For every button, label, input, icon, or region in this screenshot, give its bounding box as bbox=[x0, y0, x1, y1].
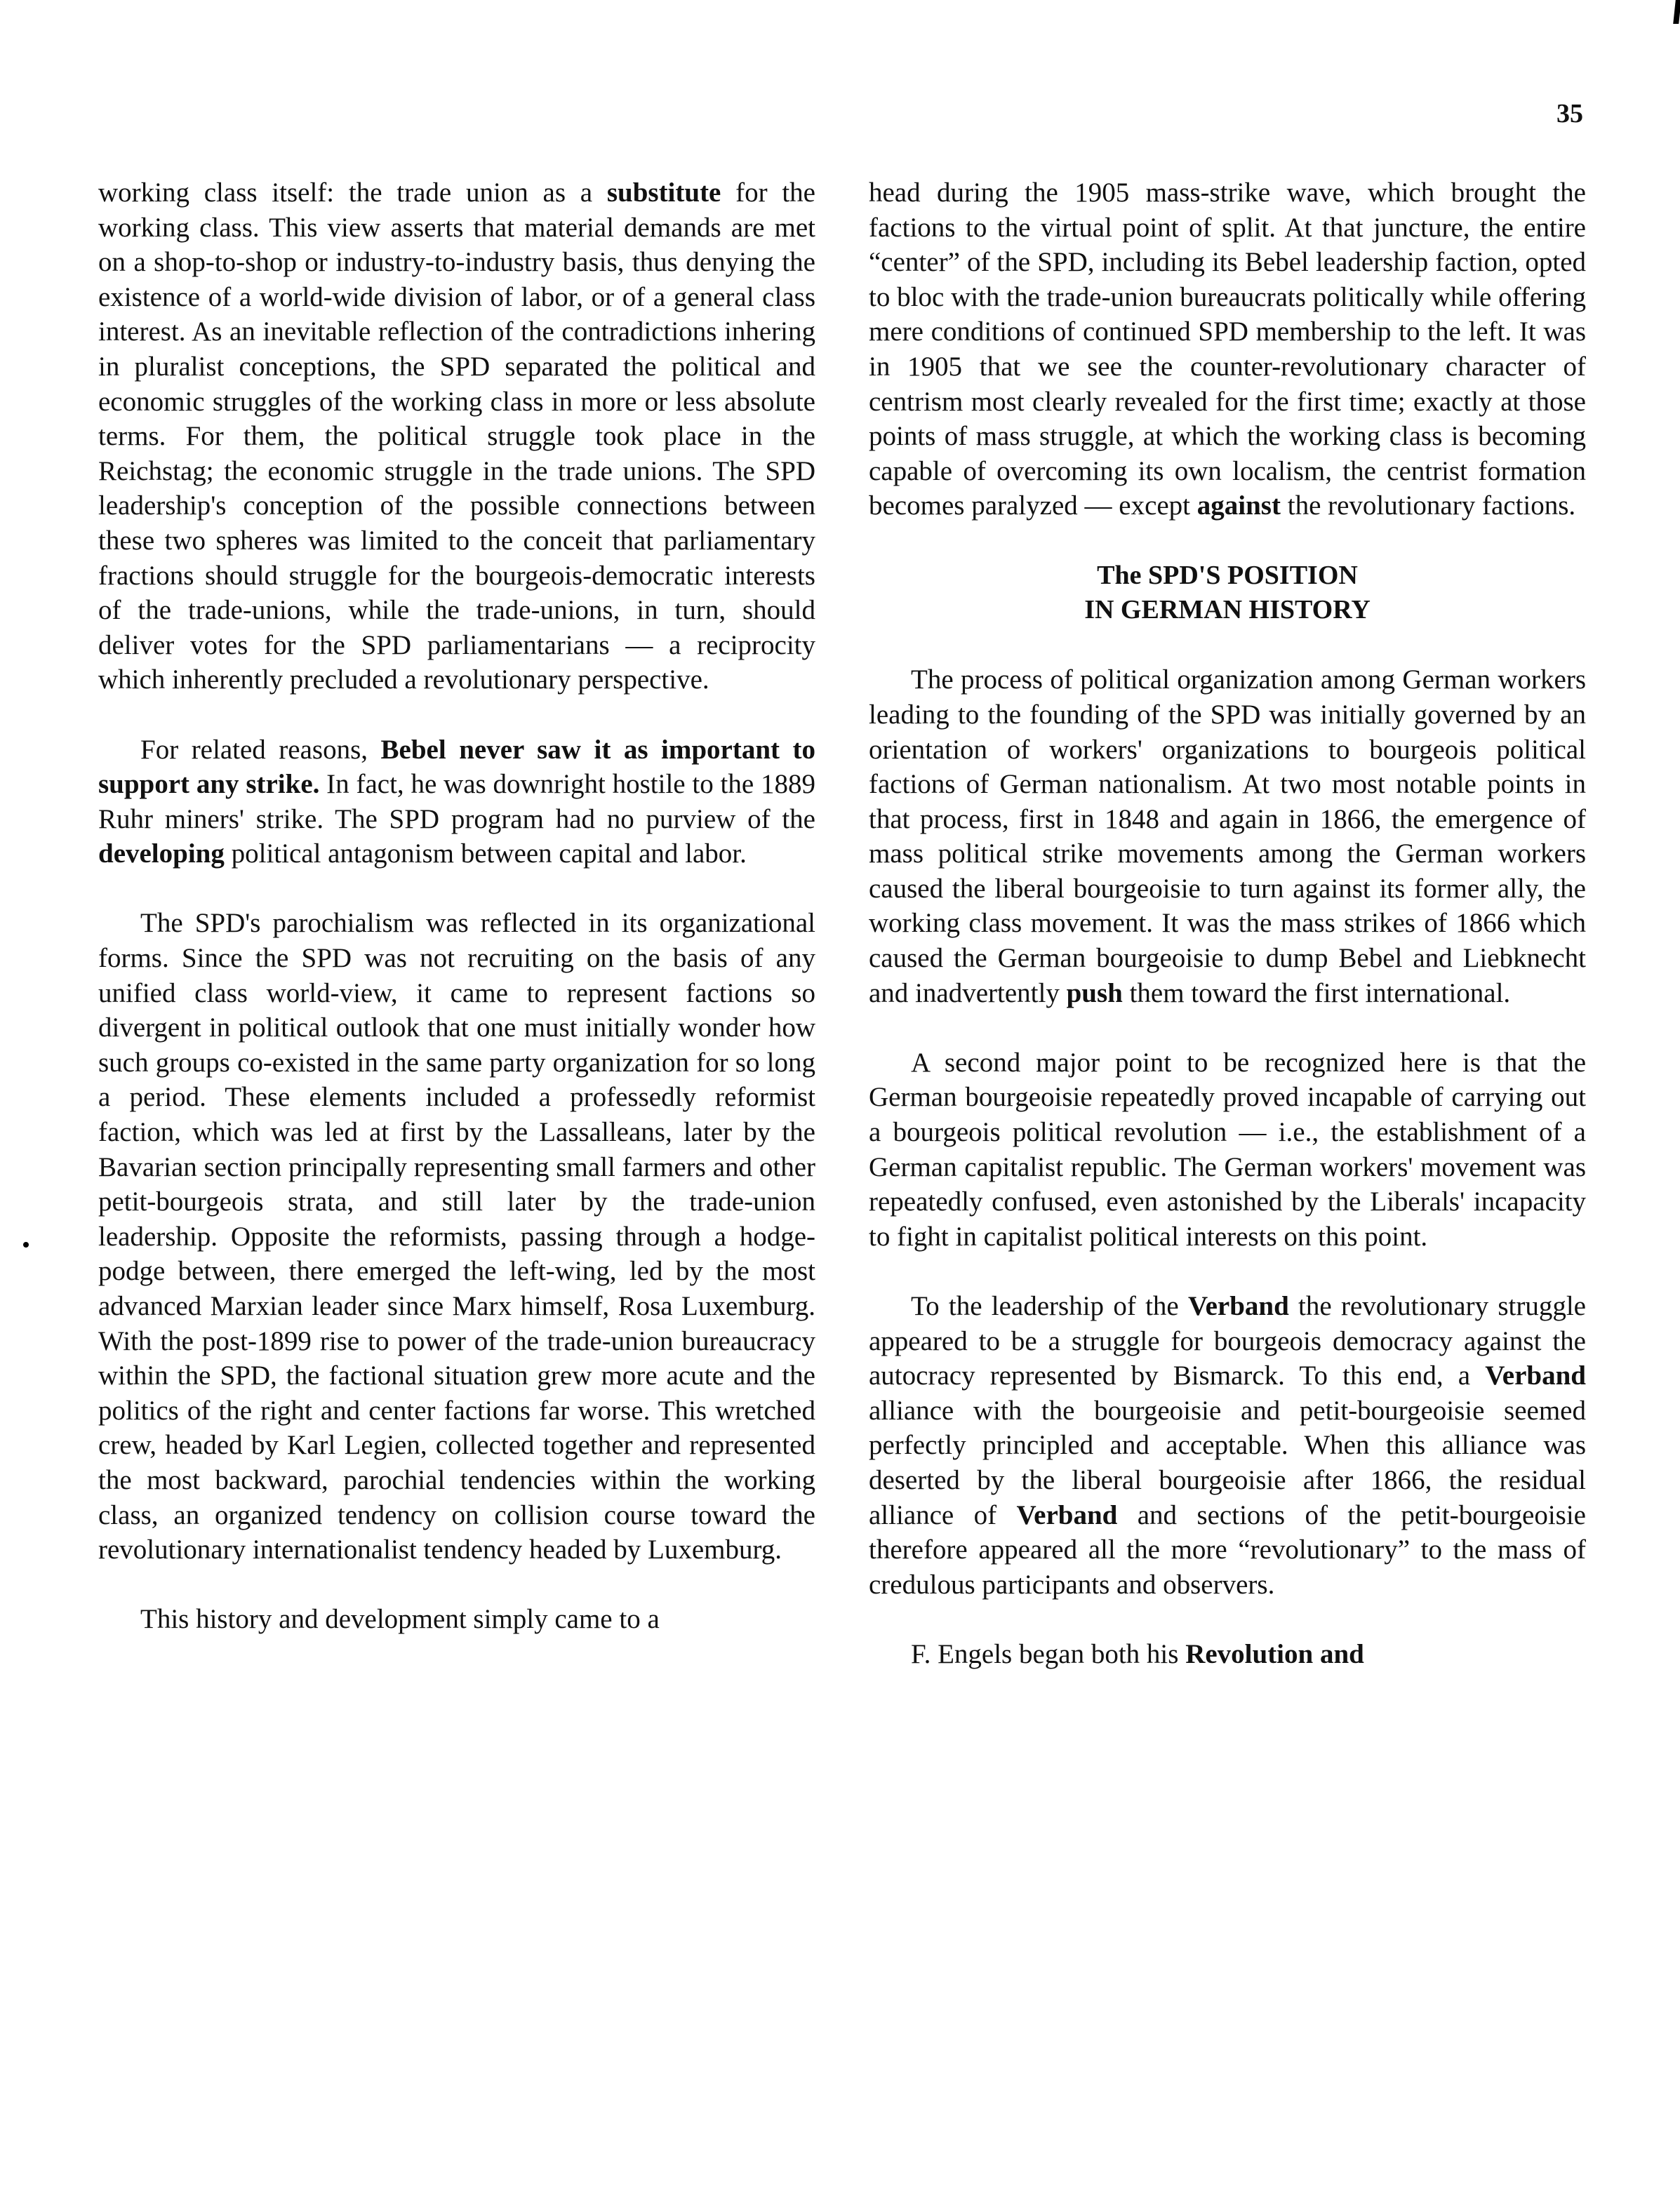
left-column bbox=[98, 175, 815, 1637]
emphasis-verband: Verband bbox=[1188, 1291, 1289, 1321]
text-run: alliance with the bourgeoisie and petit-bourgeoisie seemed perfectly principled and acceptable. When this alliance was deserted by the liberal bourgeoisie after 1866, the residual alliance of bbox=[869, 1395, 1586, 1530]
text-run: head during the 1905 mass-strike wave, which brought the factions to the virtual point of split. At that juncture, the entire “center” of the SPD, including its Bebel leadership faction, opted to bloc with the trade-union bureaucrats politically while offering mere conditions of continued SPD membership to the left. It was in 1905 that we see the counter-revolutionary character of centrism most clearly revealed for the first time; exactly at those points of mass struggle, at which the working class is becoming capable of overcoming its own localism, the centrist formation becomes paralyzed — except bbox=[869, 178, 1586, 521]
text-run: the revolutionary struggle appeared to be a struggle for bourgeois democracy against the autocracy represented by Bismarck. To this end, a bbox=[869, 1291, 1586, 1391]
text-run: them toward the first international. bbox=[1122, 977, 1511, 1008]
emphasis-verband: Verband bbox=[1485, 1361, 1586, 1391]
scan-artifact-dot bbox=[23, 1242, 29, 1248]
emphasis-push: push bbox=[1066, 977, 1123, 1008]
text-run: In fact, he was downright hostile to the 1889 Ruhr miners' strike. The SPD program had no purview of the bbox=[98, 769, 815, 834]
paragraph-political-organization bbox=[869, 662, 1586, 1010]
emphasis-substitute: substitute bbox=[606, 178, 721, 208]
paragraph-trade-union-substitute bbox=[98, 175, 815, 697]
text-run: The process of political organization among German workers leading to the founding of the SPD was initially governed by an orientation of workers' organizations to bourgeois political factions of German nationalism. At two most notable points in that process, first in 1848 and again in 1866, the emergence of mass political strike movements among the German workers caused the liberal bourgeoisie to turn against its former ally, the working class movement. It was the mass strikes of 1866 which caused the German bourgeoisie to dump Bebel and Liebknecht and inadvertently bbox=[869, 664, 1586, 1008]
text-run: political antagonism between capital and labor. bbox=[224, 838, 747, 869]
paragraph-history-development: This history and development simply came to a bbox=[140, 1604, 660, 1635]
text-run: F. Engels began both his bbox=[911, 1638, 1186, 1669]
paragraph-1905-mass-strike bbox=[869, 175, 1586, 523]
paragraph-engels bbox=[869, 1637, 1586, 1672]
text-run: For related reasons, bbox=[140, 734, 381, 765]
emphasis-revolution-and: Revolution and bbox=[1185, 1638, 1364, 1669]
text-run: To the leadership of the bbox=[911, 1291, 1188, 1321]
text-run: and sections of the petit-bourgeoisie therefore appeared all the more “revolutionary” to the mass of credulous participants and observers. bbox=[869, 1499, 1586, 1600]
right-column bbox=[869, 175, 1586, 1672]
paragraph-spd-parochialism: The SPD's parochialism was reflected in its organizational forms. Since the SPD was not recruiting on the basis of any unified class world-view, it came to represent factions so divergent in political outlook that one must initially wonder how such groups co-existed in the same party organization for so long a period. These elements included a professedly reformist faction, which was led at first by the Lassalleans, later by the Bavarian section principally representing small farmers and other petit-bourgeois strata, and still later by the trade-union leadership. Opposite the reformists, passing through a hodge-podge between, there emerged the left-wing, led by the most advanced Marxian leader since Marx himself, Rosa Luxemburg. With the post-1899 rise to power of the trade-union bureaucracy within the SPD, the factional situation grew more acute and the politics of the right and center factions far worse. This wretched crew, headed by Karl Legien, collected together and represented the most backward, parochial tendencies within the working class, an organized tendency on collision course toward the revolutionary internationalist tendency headed by Luxemburg. bbox=[98, 908, 815, 1565]
text-run: the revolutionary factions. bbox=[1280, 490, 1576, 521]
emphasis-verband: Verband bbox=[1016, 1499, 1118, 1530]
emphasis-bebel: Bebel never saw it as important to support any strike. bbox=[98, 734, 816, 800]
paragraph-second-major-point: A second major point to be recognized here is that the German bourgeoisie repeatedly proved incapable of carrying out a bourgeois political revolution — i.e., the establishment of a German capitalist republic. The German workers' movement was repeatedly confused, even astonished by the Liberals' incapacity to fight in capitalist political interests on this point. bbox=[869, 1047, 1586, 1252]
emphasis-developing: developing bbox=[98, 838, 225, 869]
section-heading bbox=[869, 559, 1586, 628]
text-run: working class itself: the trade union as a bbox=[98, 178, 607, 208]
scan-edge-mark bbox=[1673, 0, 1680, 24]
section-heading-line-2: IN GERMAN HISTORY bbox=[1084, 595, 1371, 625]
paragraph-verband-leadership bbox=[869, 1289, 1586, 1602]
page-number: 35 bbox=[1556, 99, 1583, 128]
text-run: for the working class. This view asserts that material demands are met on a shop-to-shop or industry-to-industry basis, thus denying the existence of a world-wide division of labor, or of a general class interest. As an inevitable reflection of the contradictions inhering in pluralist conceptions, the SPD separated the political and economic struggles of the working class in more or less absolute terms. For them, the political struggle took place in the Reichstag; the economic struggle in the trade unions. The SPD leadership's conception of the possible connections between these two spheres was limited to the conceit that parliamentary fractions should struggle for the bourgeois-democratic interests of the trade-unions, while the trade-unions, in turn, should deliver votes for the SPD parliamentarians — a reciprocity which inherently precluded a revolutionary perspective. bbox=[98, 178, 815, 695]
emphasis-against: against bbox=[1196, 490, 1281, 521]
section-heading-line-1: The SPD'S POSITION bbox=[1097, 560, 1358, 590]
paragraph-bebel-strike bbox=[98, 733, 815, 871]
